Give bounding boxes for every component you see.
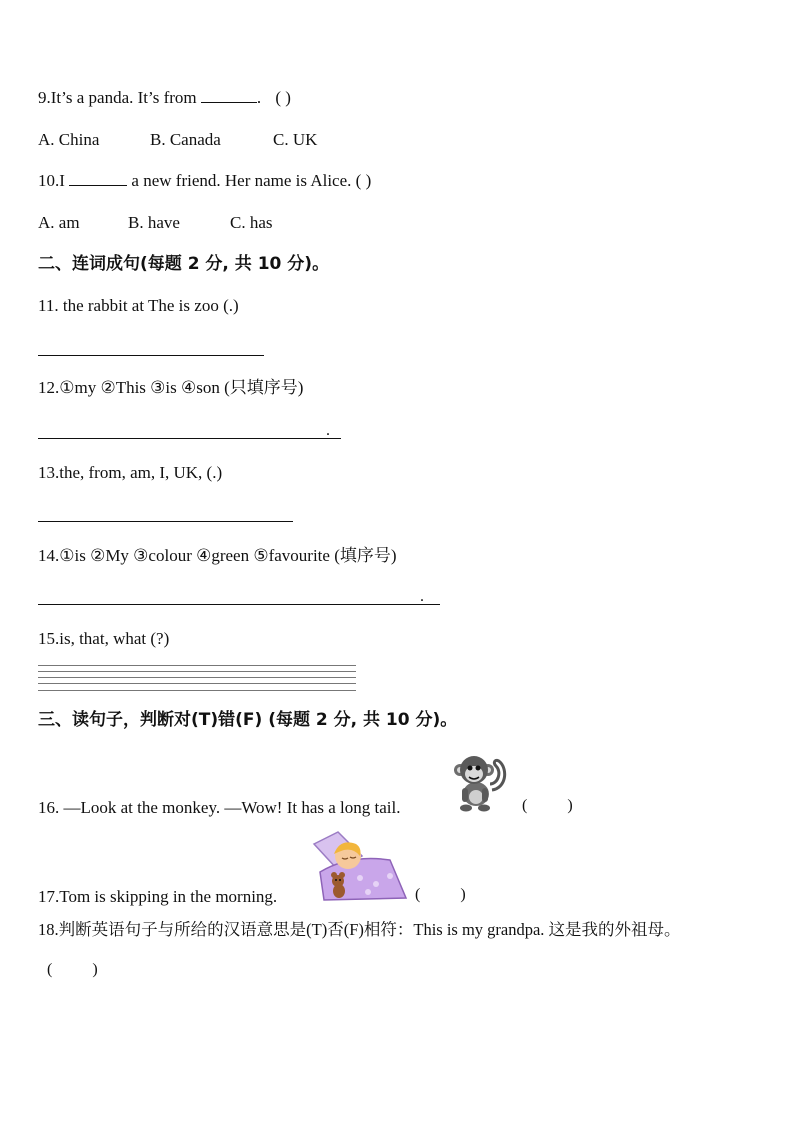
question-10 <box>38 171 371 191</box>
question-9-period: . <box>256 88 262 107</box>
question-17: 17.Tom is skipping in the morning. <box>38 887 278 906</box>
option-c: C. UK <box>273 130 318 149</box>
writing-line[interactable] <box>38 690 356 691</box>
question-14: 14.①is ②My ③colour ④green ⑤favourite (填序号) <box>38 546 397 565</box>
option-a: A. am <box>38 213 80 232</box>
answer-line[interactable] <box>38 438 341 439</box>
writing-line[interactable] <box>38 683 356 684</box>
answer-line[interactable] <box>38 355 264 356</box>
section-2-heading: 二、连词成句(每题 2 分, 共 10 分)。 <box>38 254 330 274</box>
answer-line[interactable] <box>38 604 440 605</box>
answer-paren: ( ) <box>355 171 372 190</box>
question-13: 13.the, from, am, I, UK, (.) <box>38 463 223 482</box>
question-16: 16. —Look at the monkey. —Wow! It has a long tail. <box>38 798 401 817</box>
answer-blank[interactable] <box>69 171 127 186</box>
question-10-rest: a new friend. Her name is Alice. <box>131 171 352 190</box>
answer-line[interactable] <box>38 521 293 522</box>
question-9-text: 9.It’s a panda. It’s from <box>38 88 197 107</box>
option-c: C. has <box>230 213 273 232</box>
answer-blank[interactable] <box>201 88 257 103</box>
sleeping-boy-icon <box>310 826 410 902</box>
answer-paren: ( ) <box>522 797 573 814</box>
section-3-heading: 三、读句子，判断对(T)错(F) (每题 2 分, 共 10 分)。 <box>38 710 458 730</box>
question-11: 11. the rabbit at The is zoo (.) <box>38 296 239 315</box>
line-period: . <box>326 422 330 439</box>
question-12: 12.①my ②This ③is ④son (只填序号) <box>38 378 304 397</box>
answer-paren: ( ) <box>415 886 466 903</box>
option-a: A. China <box>38 130 100 149</box>
monkey-icon <box>448 750 512 814</box>
option-b: B. have <box>128 213 180 232</box>
writing-line[interactable] <box>38 671 356 672</box>
option-b: B. Canada <box>150 130 221 149</box>
writing-line[interactable] <box>38 677 356 678</box>
question-9 <box>38 88 291 108</box>
line-period: . <box>420 588 424 605</box>
answer-paren: ( ) <box>275 88 291 107</box>
question-18: 18.判断英语句子与所给的汉语意思是(T)否(F)相符：This is my grandpa. 这是我的外祖母。 <box>38 920 681 939</box>
writing-line[interactable] <box>38 665 356 666</box>
question-10-text: 10.I <box>38 171 65 190</box>
answer-paren: ( ) <box>47 961 98 978</box>
question-15: 15.is, that, what (?) <box>38 629 170 648</box>
